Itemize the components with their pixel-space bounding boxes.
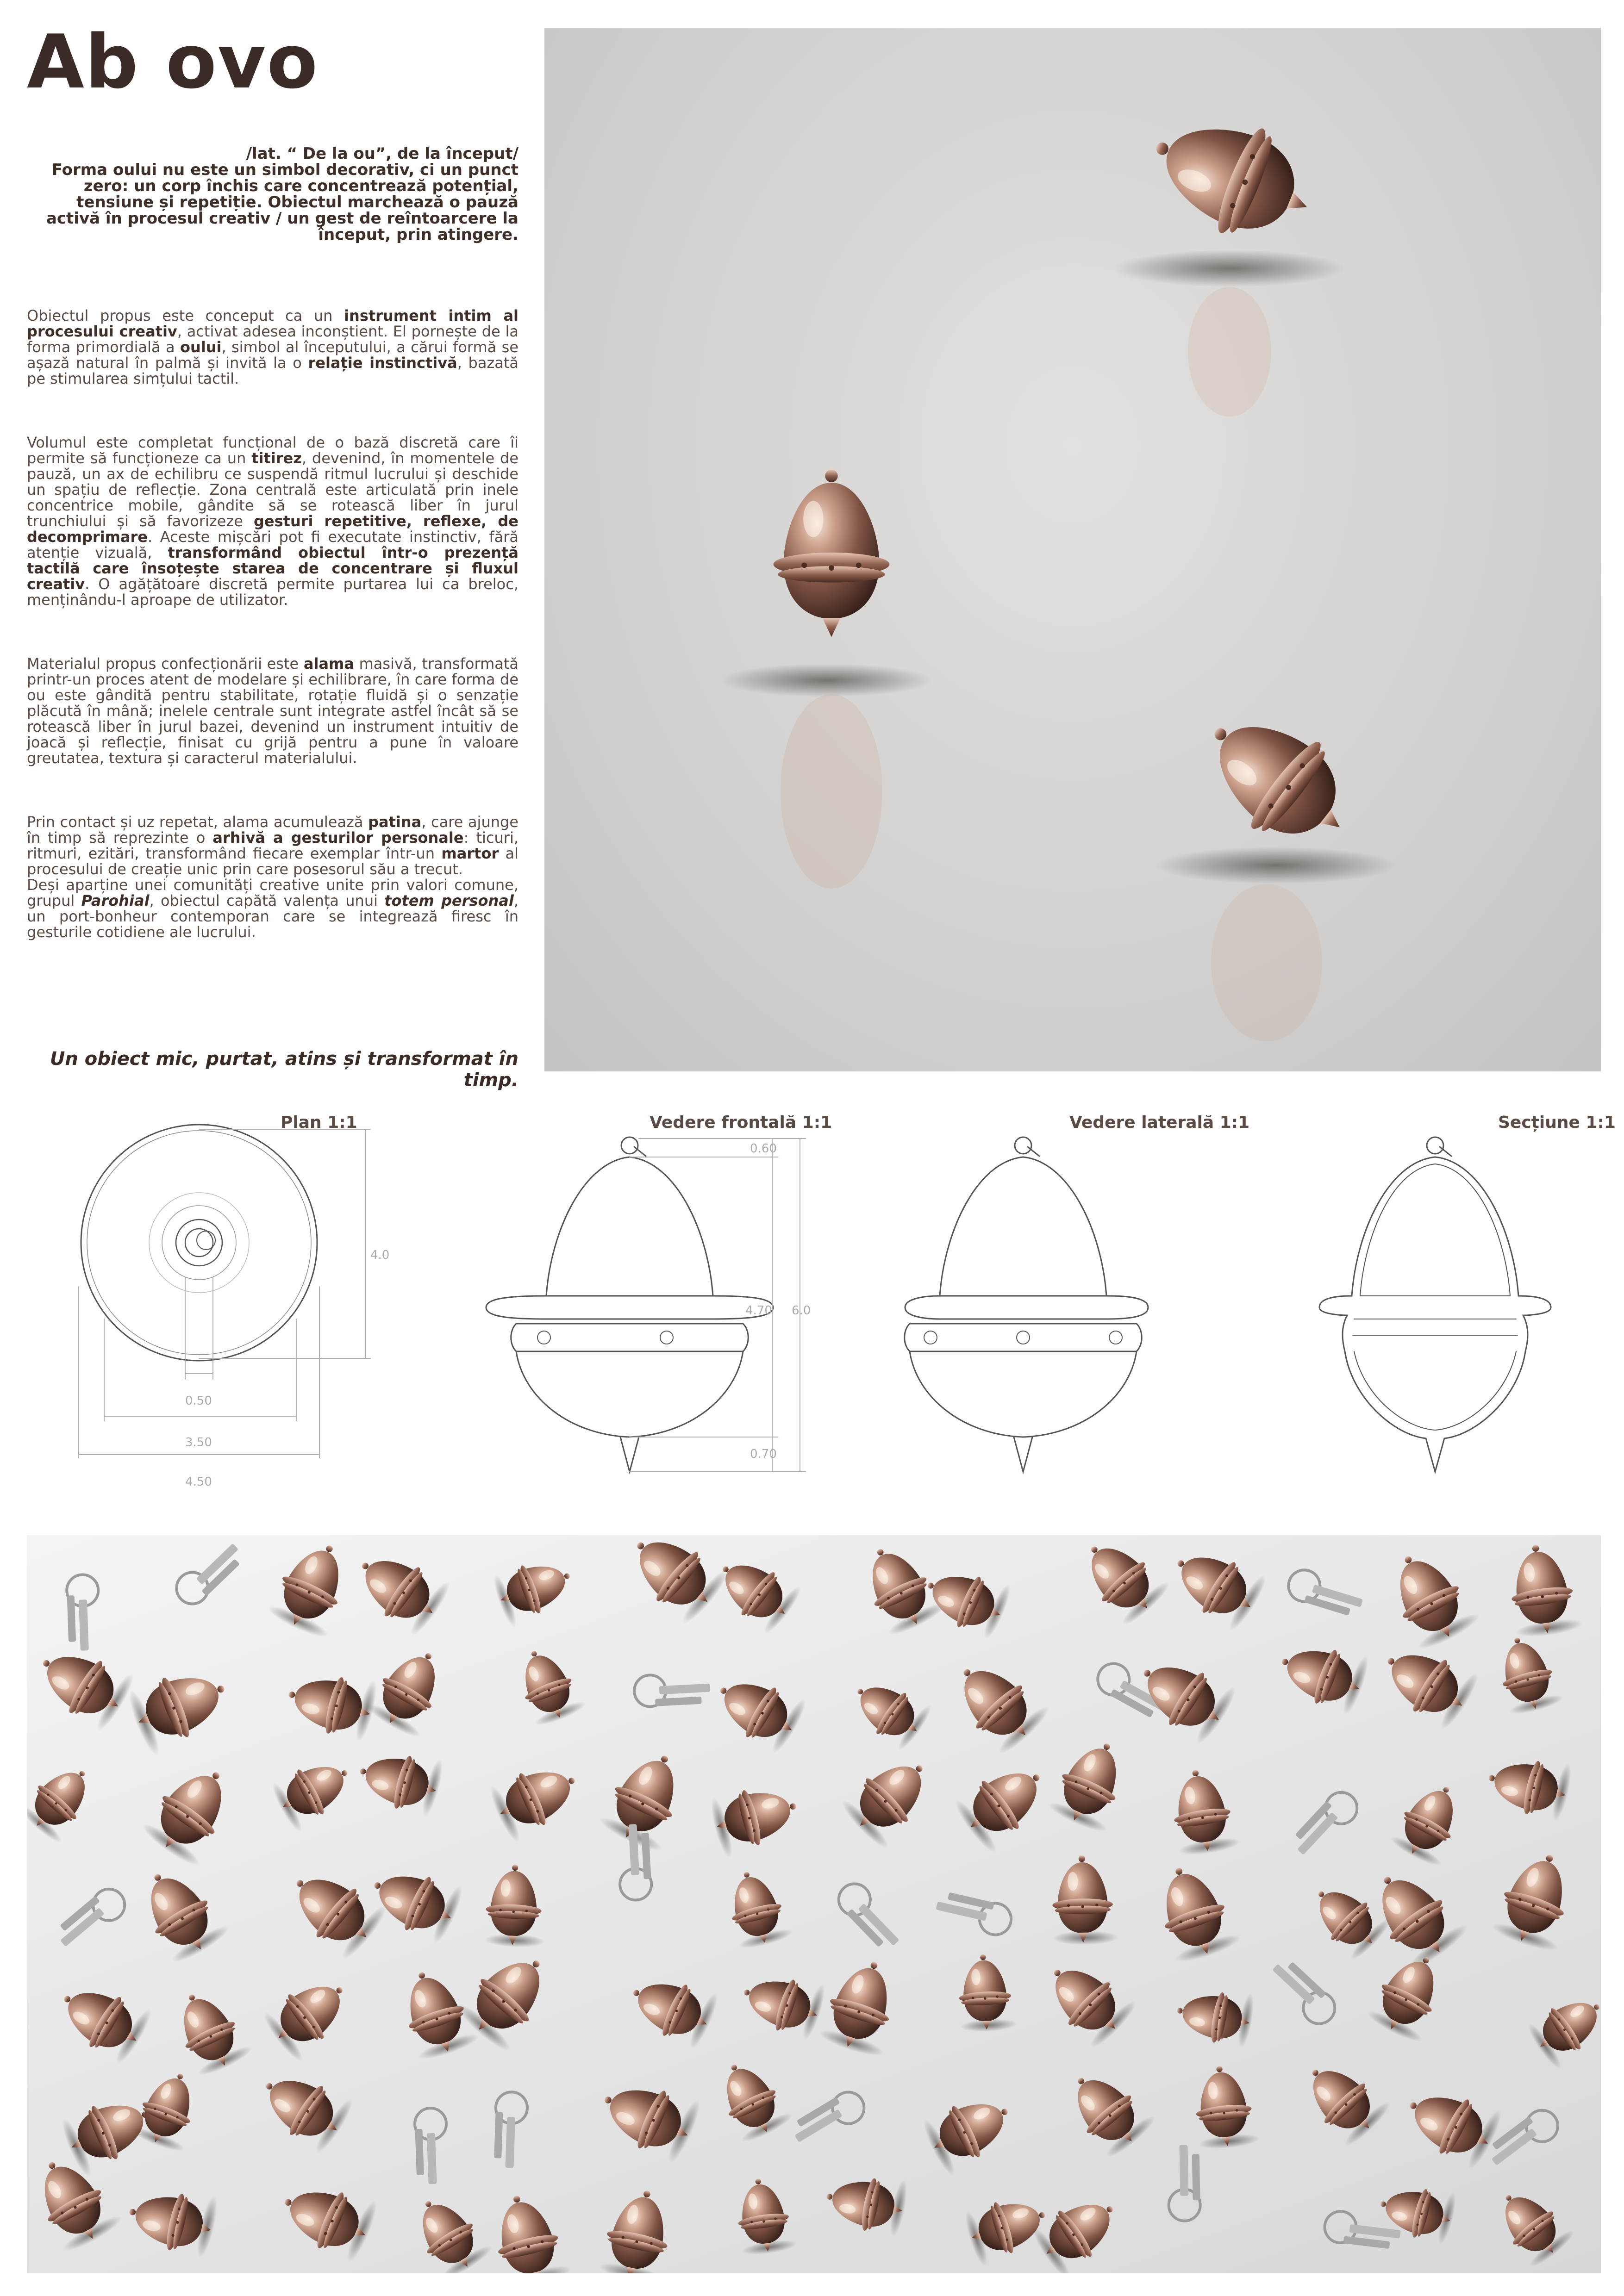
paragraph-community: Deși aparține unei comunități creative unite prin valori comune, grupul Parohial, obiectul capătă valența unui totem personal, un port-bonheur contemporan care se integrează firesc în gesturile cotidiene ale lucrului. <box>27 876 519 941</box>
collection-object <box>622 1962 722 2051</box>
collection-object <box>510 1640 588 1729</box>
hero-render <box>544 28 1601 1071</box>
collection-object <box>362 1853 467 1946</box>
collection-object <box>598 2184 683 2273</box>
collection-object <box>942 1646 1054 1758</box>
collection-object <box>1492 1630 1565 1717</box>
collection-object <box>27 1755 106 1846</box>
collection-object <box>843 1666 935 1753</box>
collection-object <box>919 2084 1023 2178</box>
hero-illustration <box>544 28 1601 1071</box>
key-ring <box>66 1574 100 1651</box>
collection-object <box>1029 2184 1131 2273</box>
hero-object-1 <box>1136 94 1328 260</box>
intro-block <box>27 146 518 243</box>
collection-object <box>1490 1845 1586 1955</box>
collection-object <box>1301 1871 1394 1963</box>
paragraph-material: Materialul propus confecționării este alama masivă, transformată printr-un proces atent de modelare și echilibrare, în care forma de ou este gândită pentru stabilitate, rotație fluidă și o senzație plăcută în mână; inelele centrale sunt integrate astfel încât să se rotească liber în jurul bazei, devenind un instrument intuitiv de joacă și reflecție, finisat cu grijă pentru a pune în valoare greutatea, textura și caracterul materialului. <box>27 655 518 767</box>
collection-object <box>138 1755 248 1870</box>
collection-object <box>1057 2057 1159 2162</box>
key-ring <box>414 2108 449 2184</box>
collection-object <box>618 1535 733 1628</box>
collection-object <box>951 1752 1060 1856</box>
hero-object-2 <box>774 470 890 637</box>
collection-object <box>345 1536 455 1639</box>
dim-front-top: 0.60 <box>750 1142 777 1156</box>
collection-object <box>281 1661 380 1743</box>
collection-object <box>1071 1535 1174 1629</box>
collection-object <box>1148 1856 1243 1966</box>
dim-front-body: 4.70 <box>745 1304 772 1318</box>
paragraph-concept: Obiectul propus este conceput ca un instrument intim al procesului creativ, activat adesea inconștient. El pornește de la forma primordială a oului, simbol al începutului, a cărui formă se așază natural în palmă și invită la o relație instinctivă, bazată pe stimularea simțului tactil. <box>27 307 519 387</box>
collection-object <box>1162 1535 1271 1634</box>
collection-object <box>1046 1732 1139 1836</box>
label-plan: Plan 1:1 <box>281 1113 357 1132</box>
collection-object <box>1359 1855 1472 1973</box>
collection-object <box>962 2189 1055 2269</box>
collection-object <box>364 1639 458 1741</box>
collection-object <box>250 2056 357 2156</box>
hero-object-3 <box>1182 688 1374 871</box>
collection-object <box>1487 2177 1578 2271</box>
intro-text: Forma oului nu este un simbol decorativ, ci un punct zero: un corp închis care concentrează potențial, tensiune și repetiție. Obiectul marchează o pauză activă în procesul creativ / un gest de reîntoarcere la început, prin atingere. <box>46 161 518 244</box>
key-ring <box>633 1672 711 1707</box>
collection-object <box>353 1740 446 1818</box>
collection-object <box>1396 2072 1506 2172</box>
collection-object <box>1524 1985 1601 2072</box>
tagline: Un obiect mic, purtat, atins și transformat în timp. <box>50 1048 518 1091</box>
collection-object <box>1293 2048 1394 2150</box>
key-ring <box>170 1535 246 1611</box>
key-ring <box>1168 2145 1200 2221</box>
collection-object <box>1365 1945 1456 2046</box>
key-ring <box>53 1883 131 1956</box>
collection-object <box>917 1555 1015 1642</box>
collection-object <box>837 1745 946 1852</box>
collection-object <box>259 1966 362 2065</box>
collection-object <box>706 1660 811 1756</box>
collection-object <box>27 2146 125 2256</box>
key-ring <box>1289 1786 1364 1863</box>
collection-object <box>130 2065 209 2155</box>
dim-plan-height: 4.0 <box>370 1248 390 1262</box>
collection-object <box>1173 1981 1256 2049</box>
collection-object <box>273 2168 381 2264</box>
side-view-drawing <box>905 1137 1148 1472</box>
collection-object <box>732 2175 798 2257</box>
key-ring <box>832 1877 908 1954</box>
section-drawing <box>1319 1137 1551 1472</box>
collection-render <box>27 1535 1601 2273</box>
collection-object <box>721 1864 794 1952</box>
label-front-view: Vedere frontală 1:1 <box>650 1113 832 1132</box>
key-ring <box>1264 1955 1341 2030</box>
collection-object <box>486 2187 573 2273</box>
key-ring <box>493 2091 528 2168</box>
description-column <box>27 146 518 940</box>
collection-object <box>592 2065 705 2165</box>
collection-object <box>123 2178 221 2259</box>
collection-object <box>490 1551 580 1629</box>
dim-plan-mid: 3.50 <box>185 1436 212 1450</box>
collection-object <box>1388 1775 1474 1870</box>
key-ring <box>1285 1566 1367 1618</box>
collection-object <box>817 1953 909 2060</box>
collection-object <box>1191 2063 1260 2151</box>
technical-drawings <box>0 1101 1624 1509</box>
key-ring <box>933 1890 1014 1938</box>
collection-object <box>265 1535 363 1642</box>
dim-front-total: 6.0 <box>792 1304 811 1318</box>
paragraph-patina: Prin contact și uz repetat, alama acumulează patina, care ajunge în timp să reprezinte o arhivă a gesturilor personale: ticuri, ritmuri, ezitări, transformând fiecare exemplar într-un martor al procesului de creație unic prin care posesorul său a trecut. <box>27 813 519 878</box>
collection-object <box>166 1981 255 2079</box>
label-section: Secțiune 1:1 <box>1498 1113 1616 1132</box>
collection-object <box>709 2051 795 2146</box>
label-side-view: Vedere laterală 1:1 <box>1069 1113 1250 1132</box>
plan-drawing <box>79 1125 370 1458</box>
collection-object <box>130 1856 232 1967</box>
collection-object <box>707 1778 805 1860</box>
dim-plan-inner: 0.50 <box>185 1394 212 1408</box>
key-ring <box>788 2086 870 2153</box>
collection-object <box>956 1953 1018 2033</box>
collection-object <box>1483 1747 1575 1823</box>
collection-object <box>486 1753 589 1845</box>
collection-object <box>278 1853 391 1963</box>
collection-object <box>1272 1630 1373 1717</box>
collection-object <box>50 1968 156 2067</box>
collection-illustration <box>27 1535 1601 2273</box>
collection-object <box>484 1864 548 1948</box>
collection-object <box>1051 1855 1118 1946</box>
intro-subtitle: /lat. “ De la ou”, de la început/ <box>246 144 518 163</box>
collection-object <box>1035 1946 1141 2052</box>
collection-object <box>124 1658 238 1758</box>
dim-plan-outer: 4.50 <box>185 1475 212 1489</box>
collection-object <box>822 2165 910 2238</box>
front-view-drawing <box>486 1137 773 1472</box>
page-title: Ab ovo <box>27 19 319 105</box>
collection-object <box>1504 1540 1584 1640</box>
collection-object <box>736 1962 829 2042</box>
collection-object <box>1167 1765 1241 1858</box>
collection-object <box>269 1749 362 1834</box>
collection-object <box>1379 1539 1483 1654</box>
paragraph-function: Volumul este completat funcțional de o bază discretă care îi permite să funcționeze ca un titirez, devenind, în momentele de pauză, un ax de echilibru ce suspendă ritmul lucrului și deschide un spațiu de reflecție. Zona centrală este articulată prin inele concentrice mobile, gândite să se rotească liber în jurul trunchiului și să favorizeze gesturi repetitive, reflexe, de decomprimare. Aceste mișcări pot fi executate instinctiv, fără atenție vizuală, transformând obiectul într-o prezență tactilă care însoțește starea de concentrare și fluxul creativ. O agățătoare discretă permite purtarea lui ca breloc, menținându-l aproape de utilizator. <box>27 434 519 609</box>
collection-object <box>404 2185 495 2273</box>
dim-front-tip: 0.70 <box>750 1447 777 1461</box>
collection-object <box>707 1543 805 1636</box>
